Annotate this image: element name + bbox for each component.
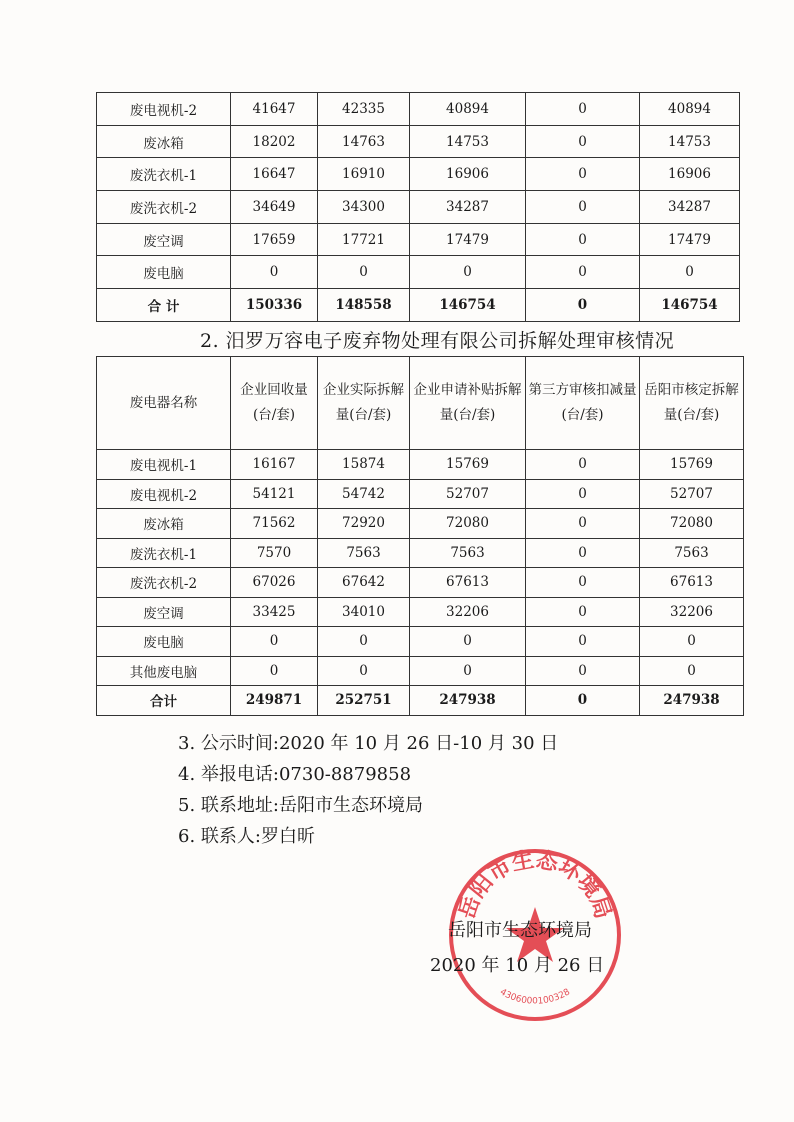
actual-dismantled-cell: 54742 [318, 479, 410, 509]
actual-dismantled-cell: 0 [318, 627, 410, 657]
actual-dismantled-cell: 148558 [318, 289, 410, 322]
svg-text:4306000100328: 4306000100328 [498, 987, 572, 1007]
table-total-row [97, 686, 744, 716]
approved-cell: 40894 [640, 93, 740, 126]
actual-dismantled-cell: 17721 [318, 223, 410, 256]
announcement-period: 3. 公示时间:2020 年 10 月 26 日-10 月 30 日 [178, 733, 559, 754]
header-approved: 岳阳市核定拆解量(台/套) [640, 357, 744, 450]
table-row [97, 125, 740, 158]
applied-subsidy-cell: 0 [410, 627, 526, 657]
recovered-cell: 16647 [231, 158, 318, 191]
applied-subsidy-cell: 146754 [410, 289, 526, 322]
table-header-row [97, 357, 744, 450]
recovered-cell: 54121 [231, 479, 318, 509]
applied-subsidy-cell: 72080 [410, 509, 526, 539]
table-row [97, 568, 744, 598]
approved-cell: 15769 [640, 450, 744, 480]
applied-subsidy-cell: 34287 [410, 191, 526, 224]
table-row [97, 191, 740, 224]
approved-cell: 14753 [640, 125, 740, 158]
applied-subsidy-cell: 0 [410, 256, 526, 289]
appliance-name-cell: 废洗衣机-1 [97, 158, 231, 191]
actual-dismantled-cell: 34300 [318, 191, 410, 224]
deduction-cell: 0 [526, 568, 640, 598]
deduction-cell: 0 [526, 191, 640, 224]
signature-date: 2020 年 10 月 26 日 [430, 955, 605, 976]
recovered-cell: 249871 [231, 686, 318, 716]
recovered-cell: 34649 [231, 191, 318, 224]
applied-subsidy-cell: 0 [410, 656, 526, 686]
appliance-name-cell: 废空调 [97, 597, 231, 627]
appliance-name-cell: 合 计 [97, 289, 231, 322]
appliance-name-cell: 其他废电脑 [97, 656, 231, 686]
actual-dismantled-cell: 15874 [318, 450, 410, 480]
deduction-cell: 0 [526, 256, 640, 289]
table-row [97, 509, 744, 539]
header-third-party-deduction: 第三方审核扣减量(台/套) [526, 357, 640, 450]
recovered-cell: 17659 [231, 223, 318, 256]
signature-organization: 岳阳市生态环境局 [448, 920, 592, 941]
recovered-cell: 0 [231, 627, 318, 657]
contact-address: 5. 联系地址:岳阳市生态环境局 [178, 795, 423, 816]
deduction-cell: 0 [526, 450, 640, 480]
deduction-cell: 0 [526, 686, 640, 716]
recovered-cell: 0 [231, 256, 318, 289]
appliance-name-cell: 废冰箱 [97, 509, 231, 539]
approved-cell: 0 [640, 256, 740, 289]
actual-dismantled-cell: 252751 [318, 686, 410, 716]
table-row [97, 158, 740, 191]
table-row [97, 627, 744, 657]
actual-dismantled-cell: 34010 [318, 597, 410, 627]
table-row [97, 450, 744, 480]
appliance-name-cell: 废电视机-2 [97, 93, 231, 126]
applied-subsidy-cell: 67613 [410, 568, 526, 598]
table-row [97, 597, 744, 627]
actual-dismantled-cell: 67642 [318, 568, 410, 598]
appliance-name-cell: 废洗衣机-2 [97, 191, 231, 224]
deduction-cell: 0 [526, 125, 640, 158]
approved-cell: 247938 [640, 686, 744, 716]
actual-dismantled-cell: 0 [318, 656, 410, 686]
recovered-cell: 150336 [231, 289, 318, 322]
header-appliance-name: 废电器名称 [97, 357, 231, 450]
approved-cell: 32206 [640, 597, 744, 627]
table-total-row [97, 289, 740, 322]
applied-subsidy-cell: 52707 [410, 479, 526, 509]
deduction-cell: 0 [526, 509, 640, 539]
report-phone: 4. 举报电话:0730-8879858 [178, 764, 412, 785]
recovered-cell: 7570 [231, 538, 318, 568]
applied-subsidy-cell: 7563 [410, 538, 526, 568]
table-row [97, 656, 744, 686]
approved-cell: 146754 [640, 289, 740, 322]
appliance-name-cell: 废洗衣机-2 [97, 568, 231, 598]
table-row [97, 538, 744, 568]
deduction-cell: 0 [526, 656, 640, 686]
approved-cell: 72080 [640, 509, 744, 539]
actual-dismantled-cell: 7563 [318, 538, 410, 568]
deduction-cell: 0 [526, 289, 640, 322]
header-recovered: 企业回收量(台/套) [231, 357, 318, 450]
recovered-cell: 16167 [231, 450, 318, 480]
recovered-cell: 41647 [231, 93, 318, 126]
recovered-cell: 71562 [231, 509, 318, 539]
table-wanrong-audit [96, 356, 744, 716]
recovered-cell: 0 [231, 656, 318, 686]
deduction-cell: 0 [526, 627, 640, 657]
applied-subsidy-cell: 16906 [410, 158, 526, 191]
approved-cell: 16906 [640, 158, 740, 191]
recovered-cell: 18202 [231, 125, 318, 158]
approved-cell: 67613 [640, 568, 744, 598]
applied-subsidy-cell: 40894 [410, 93, 526, 126]
header-actual-dismantled: 企业实际拆解量(台/套) [318, 357, 410, 450]
approved-cell: 7563 [640, 538, 744, 568]
appliance-name-cell: 废电脑 [97, 627, 231, 657]
actual-dismantled-cell: 42335 [318, 93, 410, 126]
header-applied-subsidy: 企业申请补贴拆解量(台/套) [410, 357, 526, 450]
section-2-title: 2. 汨罗万容电子废弃物处理有限公司拆解处理审核情况 [200, 330, 675, 352]
appliance-name-cell: 废洗衣机-1 [97, 538, 231, 568]
actual-dismantled-cell: 72920 [318, 509, 410, 539]
deduction-cell: 0 [526, 223, 640, 256]
table-miluo-audit-continued [96, 92, 740, 322]
table-row [97, 223, 740, 256]
appliance-name-cell: 废电视机-1 [97, 450, 231, 480]
approved-cell: 34287 [640, 191, 740, 224]
table-row [97, 479, 744, 509]
appliance-name-cell: 废电脑 [97, 256, 231, 289]
approved-cell: 52707 [640, 479, 744, 509]
applied-subsidy-cell: 15769 [410, 450, 526, 480]
appliance-name-cell: 废空调 [97, 223, 231, 256]
appliance-name-cell: 废冰箱 [97, 125, 231, 158]
actual-dismantled-cell: 14763 [318, 125, 410, 158]
svg-text:岳阳市生态环境局: 岳阳市生态环境局 [454, 847, 616, 922]
deduction-cell: 0 [526, 597, 640, 627]
applied-subsidy-cell: 247938 [410, 686, 526, 716]
table-row [97, 93, 740, 126]
approved-cell: 17479 [640, 223, 740, 256]
deduction-cell: 0 [526, 93, 640, 126]
contact-person: 6. 联系人:罗白昕 [178, 826, 315, 847]
applied-subsidy-cell: 17479 [410, 223, 526, 256]
approved-cell: 0 [640, 656, 744, 686]
approved-cell: 0 [640, 627, 744, 657]
deduction-cell: 0 [526, 538, 640, 568]
applied-subsidy-cell: 32206 [410, 597, 526, 627]
recovered-cell: 33425 [231, 597, 318, 627]
actual-dismantled-cell: 0 [318, 256, 410, 289]
deduction-cell: 0 [526, 479, 640, 509]
applied-subsidy-cell: 14753 [410, 125, 526, 158]
appliance-name-cell: 废电视机-2 [97, 479, 231, 509]
appliance-name-cell: 合计 [97, 686, 231, 716]
actual-dismantled-cell: 16910 [318, 158, 410, 191]
deduction-cell: 0 [526, 158, 640, 191]
table-row [97, 256, 740, 289]
recovered-cell: 67026 [231, 568, 318, 598]
